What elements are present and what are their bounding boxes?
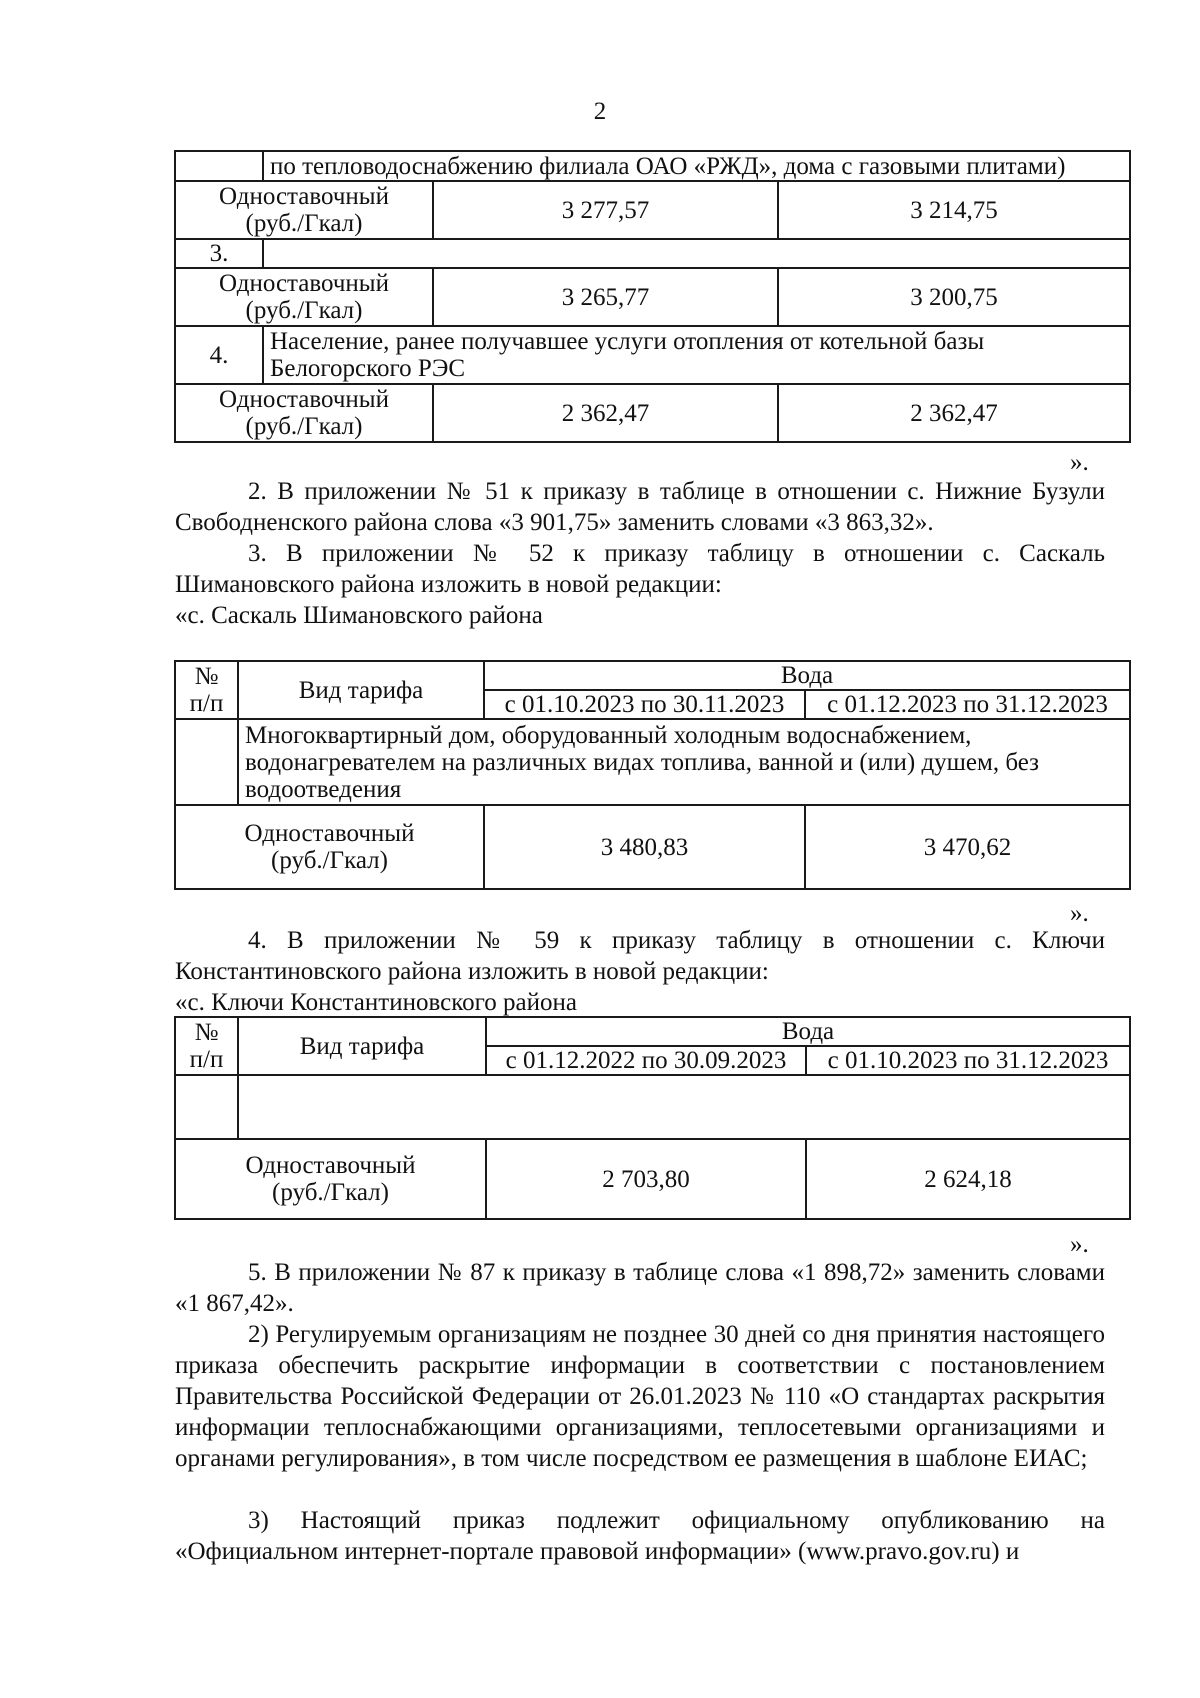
paragraph-clause-3: 3) Настоящий приказ подлежит официальному опубликованию на «Официальном интернет-портале правовой информации» (www.pravo.gov.ru) и	[175, 1507, 1105, 1565]
tariff-value: 3 480,83	[484, 805, 805, 889]
tariff-value: 3 470,62	[805, 805, 1130, 889]
row-number: 3.	[175, 239, 263, 268]
tariff-value: 3 277,57	[433, 181, 778, 239]
category-text: по тепловодоснабжению филиала ОАО «РЖД», дома с газовыми плитами)	[263, 151, 1130, 181]
tariff-label: Одноставочный (руб./Гкал)	[175, 1139, 486, 1219]
table-row	[175, 151, 1130, 181]
paragraph-item-2: 2. В приложении № 51 к приказу в таблице в отношении с. Нижние Бузули Свободненского района слова «3 901,75» заменить словами «3 863,32».	[175, 478, 1105, 536]
period-header: с 01.10.2023 по 30.11.2023	[484, 690, 805, 719]
tariff-value: 2 624,18	[806, 1139, 1130, 1219]
closing-quote: ».	[1070, 449, 1089, 476]
tariff-table-continued	[174, 150, 1131, 443]
table-row	[175, 1075, 1130, 1139]
table-row	[175, 326, 1130, 384]
tariff-type-header: Вид тарифа	[238, 1017, 486, 1075]
closing-quote: ».	[1070, 900, 1089, 927]
row-number: 4.	[175, 326, 263, 384]
closing-quote: ».	[1070, 1231, 1089, 1258]
tariff-table-klyuchi	[174, 1016, 1131, 1220]
table-row	[175, 239, 1130, 268]
tariff-value: 3 214,75	[778, 181, 1130, 239]
table-header-row	[175, 1017, 1130, 1046]
num-header: № п/п	[175, 661, 238, 719]
category-text: Многоквартирный дом, оборудованный холодным водоснабжением, водонагревателем на различных видах топлива, ванной и (или) душем, без водоотведения	[238, 719, 1130, 805]
period-header: с 01.12.2023 по 31.12.2023	[805, 690, 1130, 719]
page-number: 2	[593, 98, 607, 125]
tariff-value: 2 362,47	[433, 384, 778, 442]
table-row	[175, 1139, 1130, 1219]
category-text: Население, ранее получавшее услуги отопления от котельной базы Белогорского РЭС	[263, 326, 1130, 384]
table-heading-klyuchi: «с. Ключи Константиновского района	[175, 989, 577, 1016]
table-row	[175, 384, 1130, 442]
tariff-value: 3 265,77	[433, 268, 778, 326]
table-row	[175, 268, 1130, 326]
paragraph-item-5: 5. В приложении № 87 к приказу в таблице слова «1 898,72» заменить словами «1 867,42».	[175, 1259, 1105, 1317]
num-header: № п/п	[175, 1017, 238, 1075]
table-header-row	[175, 661, 1130, 690]
tariff-value: 2 703,80	[486, 1139, 806, 1219]
table-row	[175, 805, 1130, 889]
table-row	[175, 181, 1130, 239]
paragraph-item-4: 4. В приложении № 59 к приказу таблицу в отношении с. Ключи Константиновского района изложить в новой редакции:	[175, 927, 1105, 985]
tariff-table-saskal	[174, 660, 1131, 890]
paragraph-clause-2: 2) Регулируемым организациям не позднее 30 дней со дня принятия настоящего приказа обеспечить раскрытие информации в соответствии с постановлением Правительства Российской Федерации от 26.01.2023 № 110 «О стандартах раскрытия информации теплоснабжающими организациями, теплосетевыми организациями и органами регулирования», в том числе посредством ее размещения в шаблоне ЕИАС;	[175, 1321, 1105, 1472]
tariff-type-header: Вид тарифа	[238, 661, 484, 719]
table-heading-saskal: «с. Саскаль Шимановского района	[175, 602, 543, 629]
tariff-label: Одноставочный (руб./Гкал)	[175, 181, 433, 239]
water-header: Вода	[486, 1017, 1130, 1046]
tariff-label: Одноставочный (руб./Гкал)	[175, 384, 433, 442]
period-header: с 01.10.2023 по 31.12.2023	[806, 1046, 1130, 1075]
period-header: с 01.12.2022 по 30.09.2023	[486, 1046, 806, 1075]
water-header: Вода	[484, 661, 1130, 690]
table-row	[175, 719, 1130, 805]
tariff-label: Одноставочный (руб./Гкал)	[175, 268, 433, 326]
tariff-label: Одноставочный (руб./Гкал)	[175, 805, 484, 889]
tariff-value: 3 200,75	[778, 268, 1130, 326]
tariff-value: 2 362,47	[778, 384, 1130, 442]
paragraph-item-3: 3. В приложении № 52 к приказу таблицу в отношении с. Саскаль Шимановского района изложить в новой редакции:	[175, 540, 1105, 598]
